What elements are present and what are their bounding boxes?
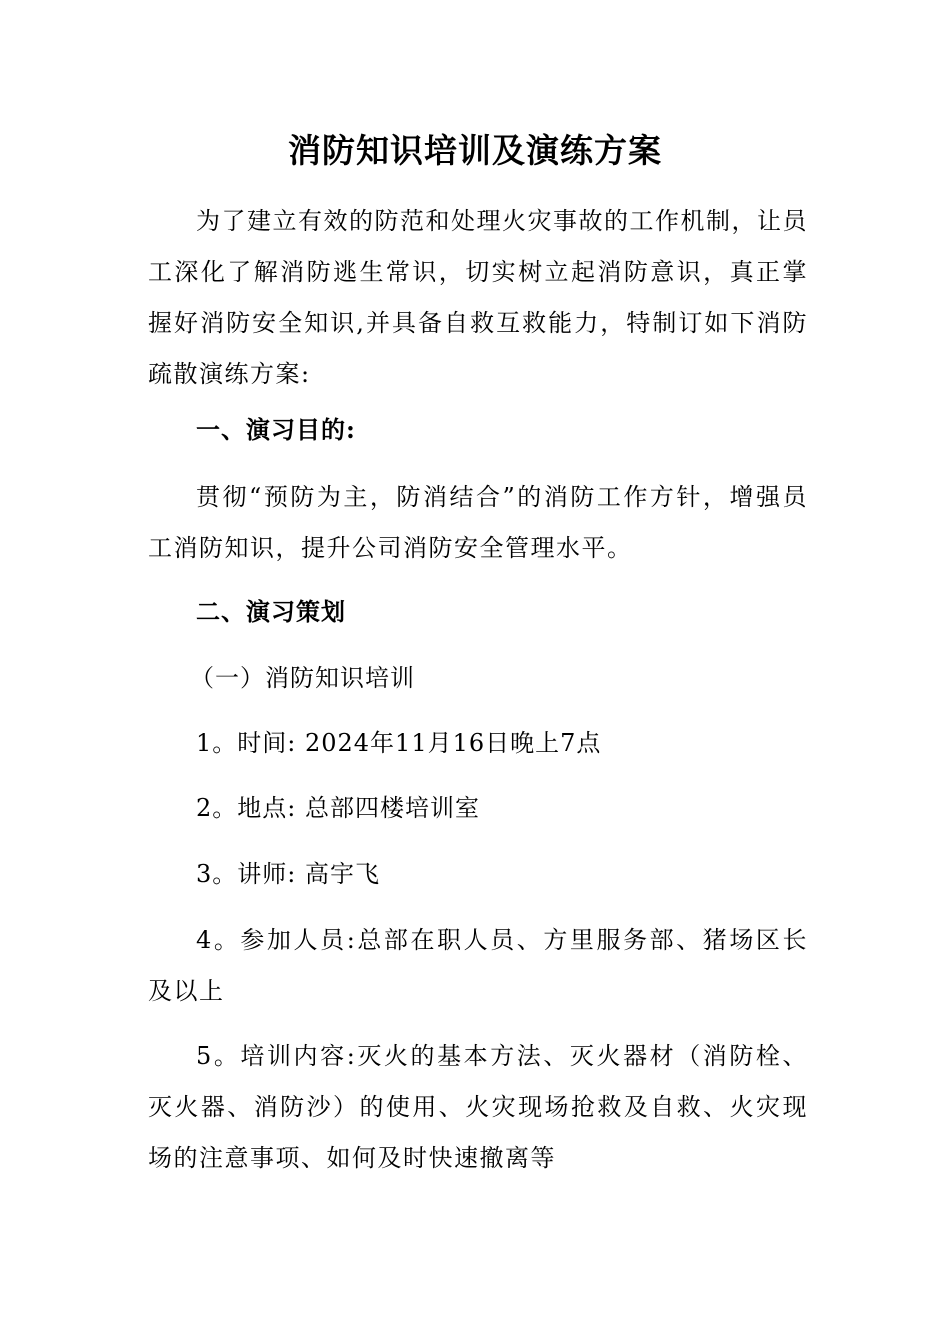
document-title: 消防知识培训及演练方案	[288, 131, 662, 170]
list-item-time: 1。时间: 2024年11月16日晚上7点	[196, 729, 602, 757]
section-2-heading: 二、演习策划	[196, 597, 346, 626]
list-item-content: 5。培训内容:灭火的基本方法、灭火器材（消防栓、灭火器、消防沙）的使用、火灾现场抢救及自救、火灾现场的注意事项、如何及时快速撤离等	[148, 1042, 808, 1172]
subsection-1-heading: （一）消防知识培训	[190, 664, 415, 692]
section-1-body: 贯彻“预防为主，防消结合”的消防工作方针，增强员工消防知识，提升公司消防安全管理水平。	[148, 483, 808, 562]
section-1-heading: 一、演习目的:	[196, 415, 356, 444]
list-item-lecturer: 3。讲师: 高宇飞	[196, 860, 380, 888]
intro-paragraph: 为了建立有效的防范和处理火灾事故的工作机制，让员工深化了解消防逃生常识，切实树立起消防意识，真正掌握好消防安全知识,并具备自救互救能力，特制订如下消防疏散演练方案:	[148, 207, 808, 388]
list-item-location: 2。地点: 总部四楼培训室	[196, 794, 480, 822]
list-item-participants: 4。参加人员:总部在职人员、方里服务部、猪场区长及以上	[148, 926, 808, 1005]
